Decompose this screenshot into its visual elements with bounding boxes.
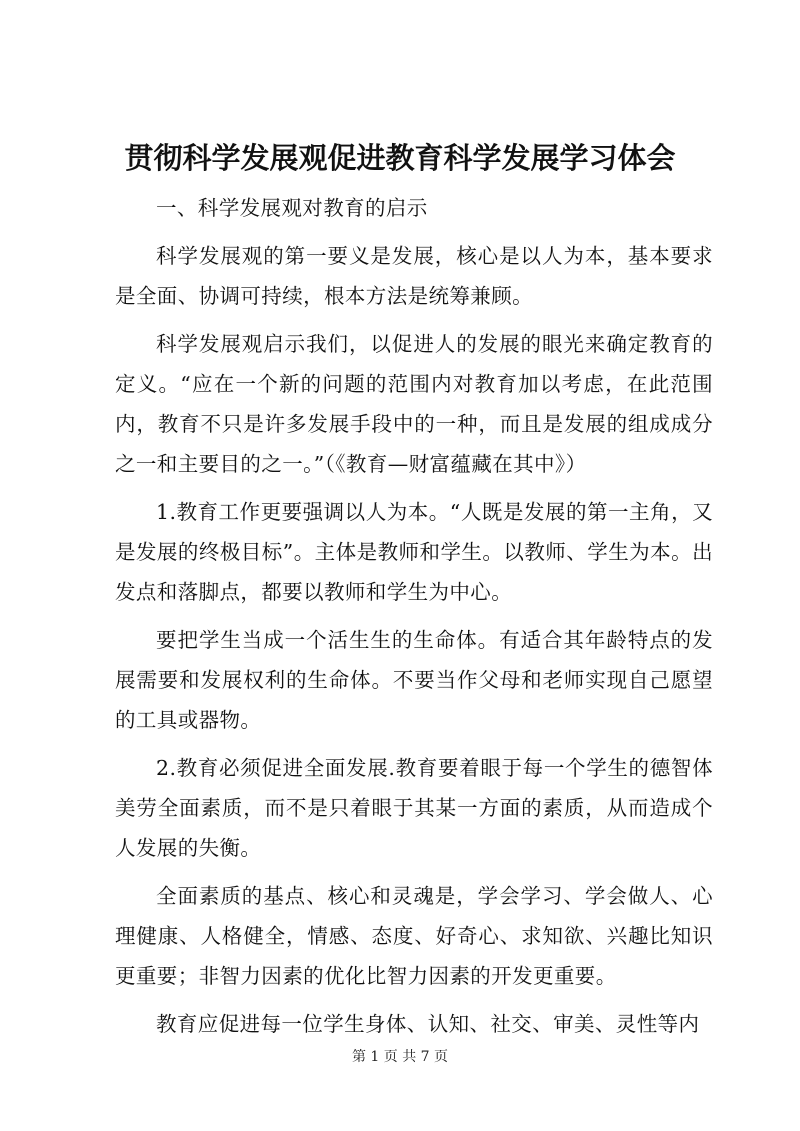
document-title: 贯彻科学发展观促进教育科学发展学习体会 <box>124 141 676 175</box>
section-heading: 一、科学发展观对教育的启示 <box>156 196 428 220</box>
body-paragraph: 科学发展观的第一要义是发展，核心是以人为本，基本要求是全面、协调可持续，根本方法是统筹兼顾。 <box>115 244 713 308</box>
page-number-footer: 第 1 页 共 7 页 <box>351 1049 449 1065</box>
body-paragraph: 全面素质的基点、核心和灵魂是，学会学习、学会做人、心理健康、人格健全，情感、态度、好奇心、求知欲、兴趣比知识更重要；非智力因素的优化比智力因素的开发更重要。 <box>115 884 713 988</box>
document-body <box>115 188 713 1044</box>
body-paragraph: 科学发展观启示我们，以促进人的发展的眼光来确定教育的定义。“应在一个新的问题的范围内对教育加以考虑，在此范围内，教育不只是许多发展手段中的一种，而且是发展的组成成分之一和主要目的之一。”（《教育—财富蕴藏在其中》） <box>115 332 713 476</box>
body-paragraph: 教育应促进每一位学生身体、认知、社交、审美、灵性等内 <box>156 1012 700 1036</box>
body-paragraph: 2.教育必须促进全面发展.教育要着眼于每一个学生的德智体美劳全面素质，而不是只着眼于其某一方面的素质，从而造成个人发展的失衡。 <box>115 756 713 860</box>
body-paragraph: 要把学生当成一个活生生的生命体。有适合其年龄特点的发展需要和发展权利的生命体。不要当作父母和老师实现自己愿望的工具或器物。 <box>115 628 713 732</box>
body-paragraph: 1.教育工作更要强调以人为本。“人既是发展的第一主角，又是发展的终极目标”。主体是教师和学生。以教师、学生为本。出发点和落脚点，都要以教师和学生为中心。 <box>115 500 713 604</box>
